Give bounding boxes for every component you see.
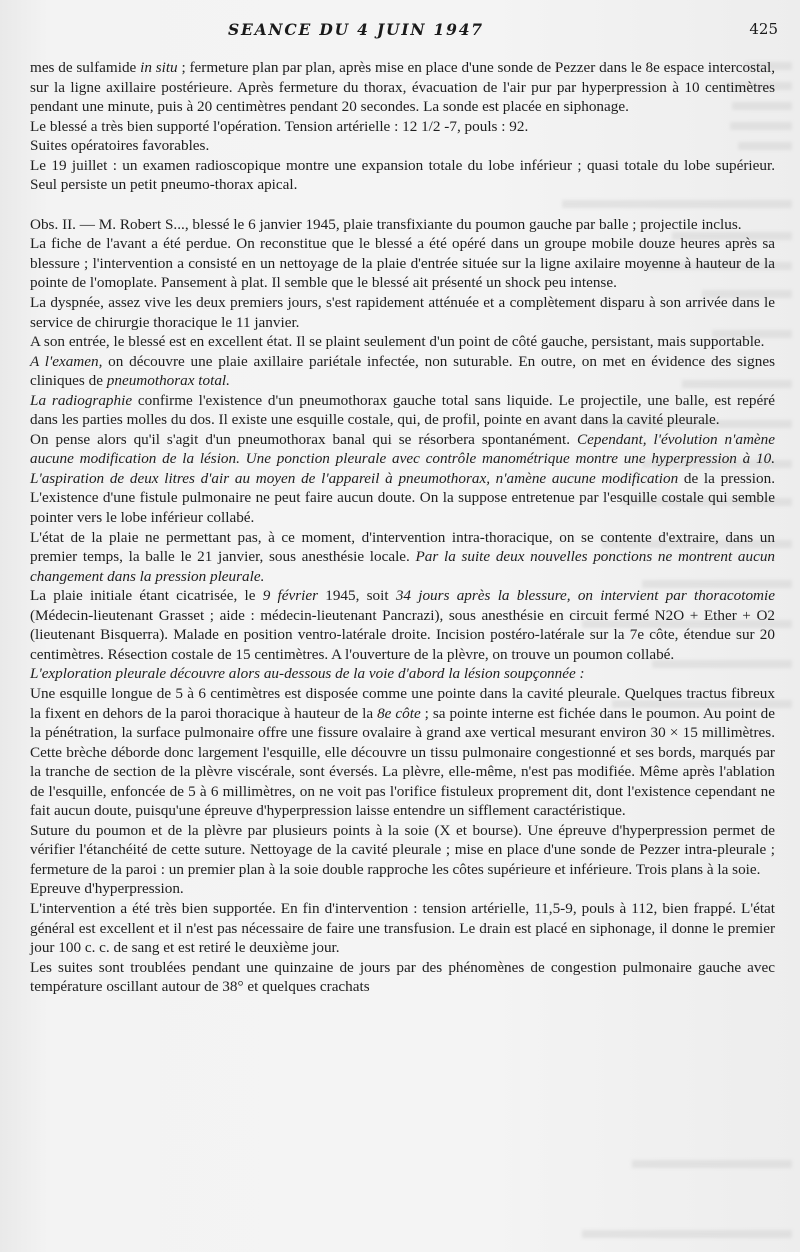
paragraph-exploration: L'exploration pleurale découvre alors au-dessous de la voie d'abord la lésion soupçonnée :	[30, 665, 585, 683]
paragraph-19-juillet: Le 19 juillet : un examen radioscopique montre une expansion totale du lobe inférieur ; quasi totale du lobe supérieur. Seul persiste un petit pneumo-thorax apical.	[30, 156, 775, 194]
paragraph-obs-2-heading: Obs. II. — M. Robert S..., blessé le 6 janvier 1945, plaie transfixiante du poumon gauche par balle ; projectile inclus.	[30, 215, 742, 233]
section-gap	[30, 195, 775, 215]
paragraph-examen: A l'examen, on découvre une plaie axillaire pariétale infectée, non suturable. En outre, on met en évidence des signes cliniques de pneumothorax total.	[30, 352, 775, 390]
running-title: SEANCE DU 4 JUIN 1947	[228, 20, 484, 39]
paragraph-suture: Suture du poumon et de la plèvre par plusieurs points à la soie (X et bourse). Une épreuve d'hyperpression permet de vérifier l'étanchéité de cette suture. Nettoyage de la cavité pleurale ; mise en place d'une sonde de Pezzer intra-pleurale ; fermeture de la paroi : un premier plan à la soie double rapproche les côtes supérieure et inférieure. Trois plans à la soie.	[30, 821, 775, 878]
paragraph-tension: Le blessé a très bien supporté l'opération. Tension artérielle : 12 1/2 -7, pouls : 92.	[30, 117, 529, 135]
paragraph-suites-troublees: Les suites sont troublées pendant une quinzaine de jours par des phénomènes de congestion pulmonaire gauche avec température oscillant autour de 38° et quelques crachats	[30, 958, 775, 996]
article-body	[30, 58, 775, 997]
page-header	[0, 20, 800, 42]
paragraph-suites: Suites opératoires favorables.	[30, 137, 210, 155]
paragraph-esquille: Une esquille longue de 5 à 6 centimètres est disposée comme une pointe dans la cavité pleurale. Quelques tractus fibreux la fixent en dehors de la paroi thoracique à hauteur de la 8e côte ; sa pointe interne est fichée dans le poumon. Au point de la pénétration, la surface pulmonaire offre une fissure ovalaire à grand axe vertical mesurant environ 30 × 15 millimètres. Cette brèche déborde donc largement l'esquille, elle découvre un tissu pulmonaire congestionné et ses bords, marqués par la tranche de section de la plèvre viscérale, sont éversés. La plèvre, elle-même, n'est pas modifiée. Même après l'ablation de l'esquille, enfoncée de 5 à 6 millimètres, on ne voit pas l'orifice fistuleux proprement dit, dont l'existence cependant ne fait aucun doute, puisqu'une épreuve d'hyperpression laisse entendre un sifflement caractéristique.	[30, 684, 775, 820]
paragraph-entree: A son entrée, le blessé est en excellent état. Il se plaint seulement d'un point de côté gauche, persistant, mais supportable.	[30, 333, 765, 351]
paragraph-thoracotomie: La plaie initiale étant cicatrisée, le 9 février 1945, soit 34 jours après la blessure, on intervient par thoracotomie (Médecin-lieutenant Grasset ; aide : médecin-lieutenant Pancrazi), sous anesthésie en circuit fermé N2O + Ether + O2 (lieutenant Bisquerra). Malade en position ventro-latérale droite. Incision postéro-latérale sur la 7e côte, étendue sur 20 centimètres. Résection costale de 15 centimètres. A l'ouverture de la plèvre, on trouve un poumon collabé.	[30, 587, 775, 663]
paragraph-fiche: La fiche de l'avant a été perdue. On reconstitue que le blessé a été opéré dans un groupe mobile douze heures après sa blessure ; l'intervention a consisté en un nettoyage de la plaie d'entrée située sur la ligne axilaire moyenne à hauteur de la pointe de l'omoplate. Pansement à plat. Il semble que le blessé ait présenté un shock peu intense.	[30, 235, 775, 292]
paragraph-radiographie: La radiographie confirme l'existence d'un pneumothorax gauche total sans liquide. Le projectile, une balle, est repéré dans les parties molles du dos. Il existe une esquille costale, qui, de profil, pointe en avant dans la cavité pleurale.	[30, 391, 775, 429]
page-number: 425	[749, 20, 778, 38]
paragraph-dyspnee: La dyspnée, assez vive les deux premiers jours, s'est rapidement atténuée et a complètement disparu à son arrivée dans le service de chirurgie thoracique le 11 janvier.	[30, 294, 775, 331]
paragraph-etat-plaie: L'état de la plaie ne permettant pas, à ce moment, d'intervention intra-thoracique, on se contente d'extraire, dans un premier temps, la balle le 21 janvier, sous anesthésie locale. Par la suite deux nouvelles ponctions ne montrent aucun changement dans la pression pleurale.	[30, 528, 776, 585]
paragraph-intervention: L'intervention a été très bien supportée. En fin d'intervention : tension artérielle, 11,5-9, pouls à 112, bien frappé. L'état général est excellent et il n'est pas nécessaire de faire une transfusion. Le drain est placé en siphonage, il donne le premier jour 100 c. c. de sang et est retiré le deuxième jour.	[30, 899, 775, 957]
paragraph-closing-op1: mes de sulfamide in situ ; fermeture plan par plan, après mise en place d'une sonde de Pezzer dans le 8e espace intercostal, sur la ligne axillaire postérieure. Après fermeture du thorax, évacuation de l'air pur par hyperpression à 10 centimètres pendant une minute, puis à 20 centimètres pendant 20 secondes. La sonde est placée en siphonage.	[30, 59, 775, 116]
paragraph-epreuve: Epreuve d'hyperpression.	[30, 880, 184, 898]
paragraph-pneumothorax-banal: On pense alors qu'il s'agit d'un pneumothorax banal qui se résorbera spontanément. Cependant, l'évolution n'amène aucune modification de la lésion. Une ponction pleurale avec contrôle manométrique montre une hyperpression à 10. L'aspiration de deux litres d'air au moyen de l'appareil à pneumothorax, n'amène aucune modification de la pression. L'existence d'une fistule pulmonaire ne peut faire aucun doute. On la suppose entretenue par l'esquille costale qui semble pointer vers le lobe inférieur collabé.	[30, 430, 775, 527]
